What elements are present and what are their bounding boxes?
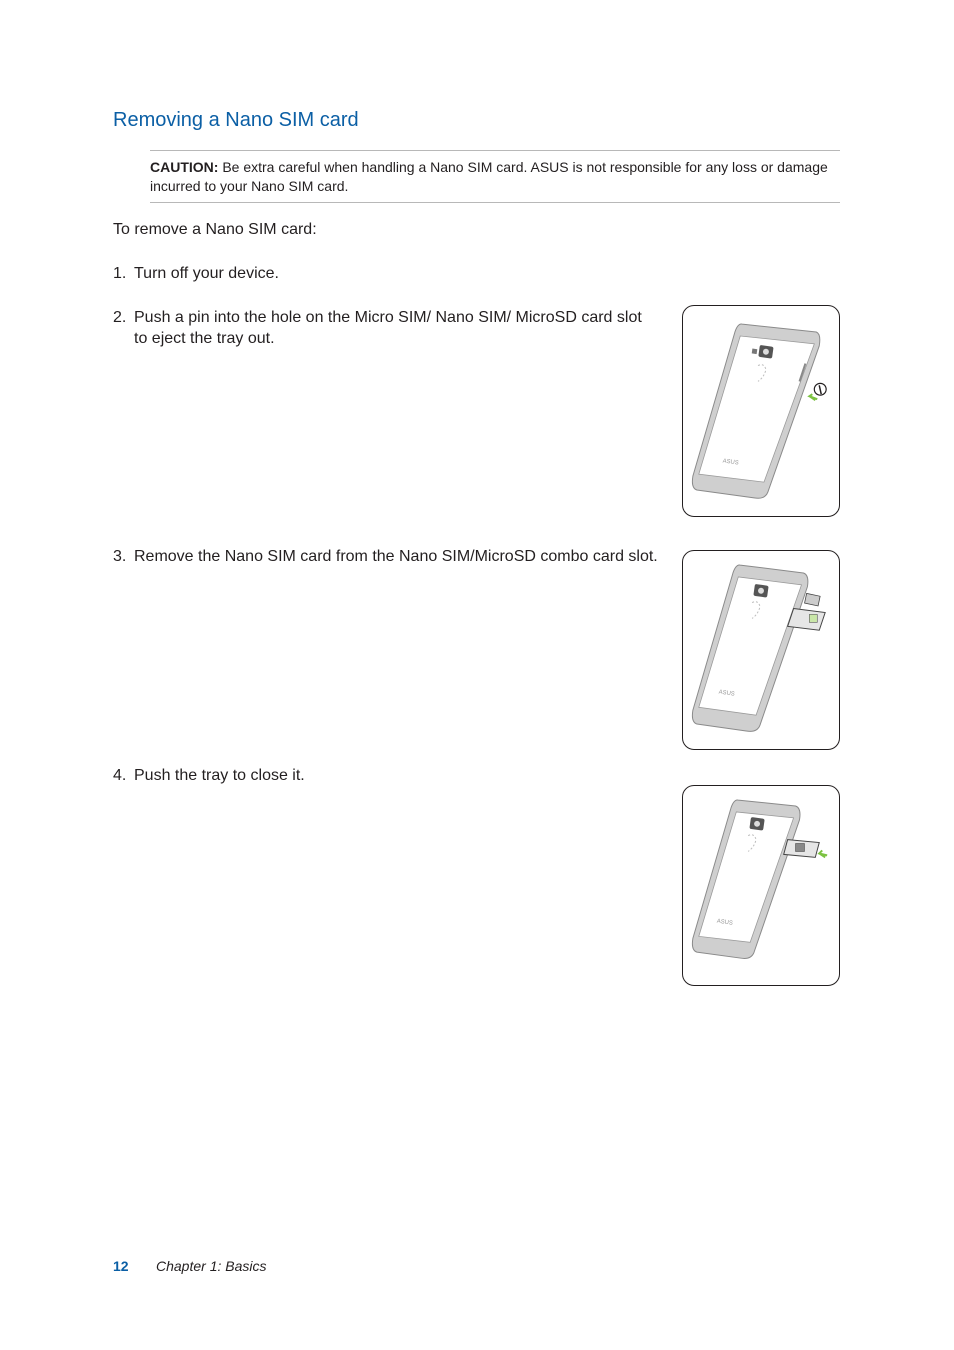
caution-label: CAUTION: [150,159,219,175]
brand-logo: ASUS [722,458,739,467]
step-number: 4. [113,767,127,784]
section-title: Removing a Nano SIM card [113,109,359,131]
intro-text: To remove a Nano SIM card: [113,221,317,238]
figure-eject-tray [682,305,840,517]
figure-remove-sim [682,550,840,750]
nano-sim-card [805,593,821,606]
step-text: Remove the Nano SIM card from the Nano SIM/MicroSD combo card slot. [134,548,658,565]
caution-note [150,150,840,203]
brand-logo: ASUS [718,689,736,698]
step-number: 3. [113,548,127,565]
arrow-icon [819,850,827,857]
caution-text: Be extra careful when handling a Nano SIM card. ASUS is not responsible for any loss or damage incurred to your Nano SIM card. [150,159,828,194]
step-text: Push a pin into the hole on the Micro SIM/ Nano SIM/ MicroSD card slot to eject the tray out. [134,309,642,347]
step-text: Turn off your device. [134,265,279,282]
sim-tray [788,609,826,631]
chapter-label: Chapter 1: Basics [156,1258,267,1274]
step-number: 1. [113,265,127,282]
phone-eject-illustration [683,306,839,516]
phone-remove-sim-illustration [683,551,839,749]
arrow-icon [809,394,817,400]
step-text: Push the tray to close it. [134,767,305,784]
figure-close-tray [682,785,840,986]
page-number: 12 [113,1258,129,1274]
brand-logo: ASUS [716,918,734,927]
step-number: 2. [113,309,127,326]
phone-close-tray-illustration [683,786,839,985]
